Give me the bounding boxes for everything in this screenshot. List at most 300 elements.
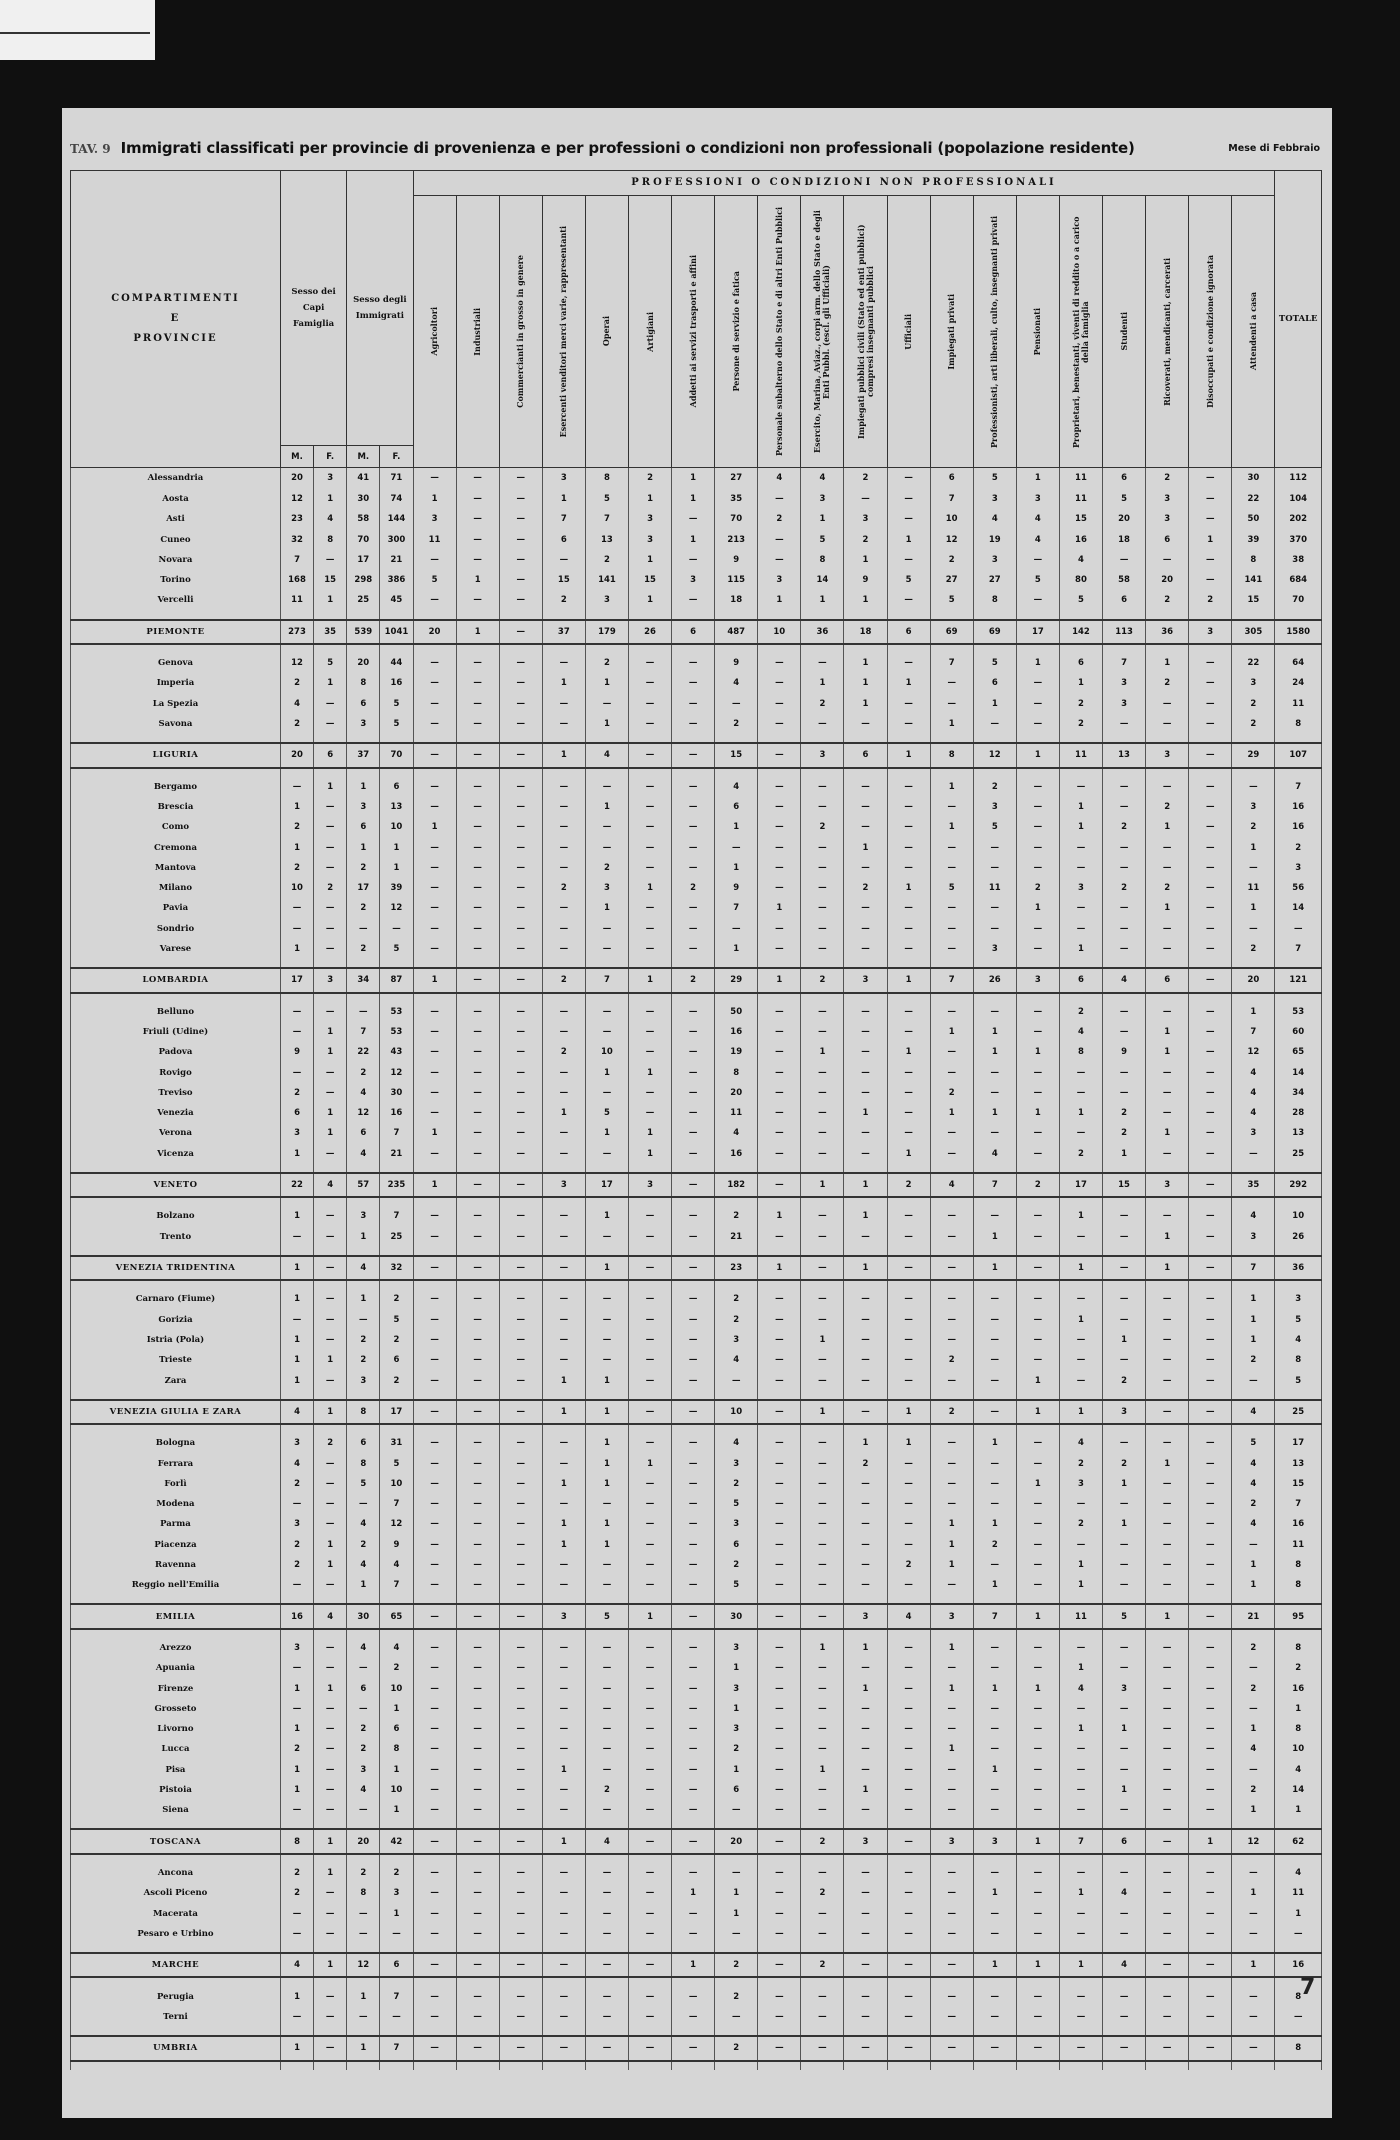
value-cell: 5: [1059, 590, 1102, 610]
spacer-cell: [801, 1977, 844, 1986]
value-cell: —: [456, 878, 499, 898]
value-cell: 2: [715, 1289, 758, 1309]
value-cell: 11: [1059, 1604, 1102, 1628]
value-cell: —: [1059, 2036, 1102, 2061]
spacer-cell: [314, 611, 347, 620]
value-cell: —: [542, 2007, 585, 2027]
value-cell: —: [628, 1739, 671, 1759]
value-cell: 1580: [1275, 620, 1322, 644]
province-name: Bologna: [71, 1433, 281, 1453]
value-cell: —: [973, 1289, 1016, 1309]
value-cell: 65: [380, 1604, 413, 1628]
value-cell: —: [1016, 837, 1059, 857]
province-row: [71, 777, 1322, 797]
value-cell: —: [628, 1719, 671, 1739]
value-cell: —: [1103, 1800, 1146, 1820]
province-name: Reggio nell'Emilia: [71, 1575, 281, 1595]
spacer-cell: [628, 644, 671, 653]
profession-heading: [930, 196, 973, 468]
value-cell: 2: [715, 1474, 758, 1494]
spacer-cell: [973, 1595, 1016, 1604]
spacer-cell: [542, 1197, 585, 1206]
value-cell: 3: [542, 1604, 585, 1628]
value-cell: 4: [1059, 1433, 1102, 1453]
value-cell: —: [672, 1433, 715, 1453]
value-cell: 1: [672, 489, 715, 509]
province-row: [71, 1433, 1322, 1453]
value-cell: 213: [715, 529, 758, 549]
value-cell: —: [844, 858, 887, 878]
value-cell: 16: [380, 673, 413, 693]
value-cell: —: [413, 1474, 456, 1494]
value-cell: —: [758, 1863, 801, 1883]
spacer-cell: [456, 1820, 499, 1829]
value-cell: —: [628, 898, 671, 918]
value-cell: —: [314, 1903, 347, 1923]
value-cell: 1: [628, 968, 671, 992]
value-cell: 1: [672, 529, 715, 549]
spacer-cell: [758, 2061, 801, 2070]
spacer-cell: [413, 1977, 456, 1986]
spacer-cell: [844, 734, 887, 743]
value-cell: —: [1016, 714, 1059, 734]
spacer-cell: [71, 993, 281, 1002]
value-cell: —: [314, 1883, 347, 1903]
value-cell: 41: [347, 468, 380, 489]
value-cell: 2: [1232, 1350, 1275, 1370]
value-cell: —: [456, 590, 499, 610]
value-cell: 3: [1232, 1227, 1275, 1247]
value-cell: —: [413, 858, 456, 878]
value-cell: 6: [672, 620, 715, 644]
value-cell: —: [413, 1433, 456, 1453]
spacer-cell: [280, 1854, 313, 1863]
profession-heading: [1232, 196, 1275, 468]
value-cell: 1: [542, 1370, 585, 1390]
value-cell: 1: [1103, 1474, 1146, 1494]
value-cell: —: [1059, 1083, 1102, 1103]
value-cell: —: [1016, 797, 1059, 817]
value-cell: 1: [973, 1575, 1016, 1595]
value-cell: 6: [1059, 968, 1102, 992]
value-cell: 27: [973, 570, 1016, 590]
value-cell: —: [801, 1719, 844, 1739]
spacer-cell: [413, 644, 456, 653]
value-cell: 8: [585, 468, 628, 489]
spacer-cell: [801, 1854, 844, 1863]
value-cell: —: [1146, 858, 1189, 878]
spacer-cell: [1189, 1247, 1232, 1256]
profession-heading: [887, 196, 930, 468]
value-cell: 7: [973, 1173, 1016, 1197]
value-cell: —: [930, 1433, 973, 1453]
value-cell: —: [1059, 1924, 1102, 1944]
value-cell: —: [1189, 1514, 1232, 1534]
value-cell: 5: [930, 590, 973, 610]
spacer-cell: [1146, 993, 1189, 1002]
value-cell: 4: [715, 1350, 758, 1370]
value-cell: —: [1189, 1699, 1232, 1719]
value-cell: 12: [1232, 1829, 1275, 1853]
value-cell: —: [1103, 714, 1146, 734]
value-cell: —: [499, 817, 542, 837]
sex-capi-heading: [280, 171, 346, 446]
value-cell: 58: [347, 509, 380, 529]
value-cell: —: [542, 1022, 585, 1042]
value-cell: 2: [380, 1289, 413, 1309]
spacer-cell: [347, 1197, 380, 1206]
value-cell: 2: [1103, 878, 1146, 898]
spacer-cell: [1146, 644, 1189, 653]
spacer-cell: [1146, 1595, 1189, 1604]
value-cell: 1: [1232, 1330, 1275, 1350]
spacer-cell: [314, 1247, 347, 1256]
value-cell: 3: [1059, 1474, 1102, 1494]
value-cell: 1: [628, 1144, 671, 1164]
value-cell: —: [758, 1514, 801, 1534]
value-cell: —: [801, 1227, 844, 1247]
value-cell: 1: [1103, 1330, 1146, 1350]
value-cell: —: [1146, 1863, 1189, 1883]
value-cell: —: [1189, 1638, 1232, 1658]
value-cell: 1: [585, 797, 628, 817]
province-name: Como: [71, 817, 281, 837]
value-cell: —: [542, 653, 585, 673]
province-name: Macerata: [71, 1903, 281, 1923]
value-cell: —: [1146, 919, 1189, 939]
value-cell: 1: [380, 837, 413, 857]
value-cell: —: [801, 1289, 844, 1309]
value-cell: —: [1016, 1924, 1059, 1944]
value-cell: 2: [380, 1330, 413, 1350]
province-name: Novara: [71, 550, 281, 570]
spacer-cell: [844, 993, 887, 1002]
value-cell: 2: [1232, 1780, 1275, 1800]
value-cell: 1: [1146, 817, 1189, 837]
spacer-cell: [758, 768, 801, 777]
value-cell: 8: [1275, 1719, 1322, 1739]
spacer-cell: [314, 1629, 347, 1638]
value-cell: —: [1146, 1800, 1189, 1820]
value-cell: 1: [347, 1289, 380, 1309]
value-cell: —: [1146, 1400, 1189, 1424]
value-cell: 57: [347, 1173, 380, 1197]
value-cell: —: [758, 878, 801, 898]
value-cell: —: [672, 1310, 715, 1330]
value-cell: —: [758, 777, 801, 797]
value-cell: 1: [280, 2036, 313, 2061]
value-cell: —: [1189, 878, 1232, 898]
value-cell: 104: [1275, 489, 1322, 509]
spacer-cell: [1275, 993, 1322, 1002]
value-cell: —: [758, 1494, 801, 1514]
value-cell: —: [1189, 1658, 1232, 1678]
value-cell: —: [1189, 1474, 1232, 1494]
value-cell: —: [499, 509, 542, 529]
value-cell: 2: [628, 468, 671, 489]
value-cell: —: [413, 1400, 456, 1424]
value-cell: —: [973, 1555, 1016, 1575]
spacer-cell: [973, 1197, 1016, 1206]
profession-heading-text: Impiegati privati: [946, 293, 957, 370]
value-cell: —: [801, 1903, 844, 1923]
value-cell: 30: [380, 1083, 413, 1103]
value-cell: —: [887, 797, 930, 817]
value-cell: —: [1016, 590, 1059, 610]
value-cell: —: [887, 1002, 930, 1022]
province-name: Bolzano: [71, 1206, 281, 1226]
value-cell: 69: [930, 620, 973, 644]
month-label: Mese di Febbraio: [1228, 142, 1320, 154]
value-cell: —: [542, 1256, 585, 1280]
value-cell: —: [1016, 673, 1059, 693]
value-cell: —: [542, 1433, 585, 1453]
value-cell: —: [758, 1986, 801, 2006]
value-cell: 3: [1232, 797, 1275, 817]
value-cell: 1: [628, 1062, 671, 1082]
spacer-cell: [347, 611, 380, 620]
value-cell: —: [628, 1780, 671, 1800]
value-cell: 107: [1275, 743, 1322, 767]
value-cell: —: [585, 1719, 628, 1739]
compartimento-total-row: [71, 1173, 1322, 1197]
value-cell: 15: [1275, 1474, 1322, 1494]
value-cell: 1: [1146, 1123, 1189, 1143]
value-cell: —: [542, 1883, 585, 1903]
spacer-cell: [844, 1977, 887, 1986]
value-cell: —: [499, 1555, 542, 1575]
spacer-cell: [672, 644, 715, 653]
spacer-cell: [542, 734, 585, 743]
province-row: [71, 1719, 1322, 1739]
value-cell: —: [973, 1494, 1016, 1514]
value-cell: 1: [1232, 1800, 1275, 1820]
value-cell: —: [413, 1350, 456, 1370]
value-cell: 7: [1275, 939, 1322, 959]
value-cell: —: [930, 939, 973, 959]
value-cell: 8: [1232, 550, 1275, 570]
value-cell: —: [499, 1310, 542, 1330]
value-cell: —: [672, 1924, 715, 1944]
spacer-cell: [380, 1977, 413, 1986]
value-cell: 6: [280, 1103, 313, 1123]
value-cell: —: [930, 1227, 973, 1247]
value-cell: —: [456, 858, 499, 878]
spacer-cell: [672, 768, 715, 777]
value-cell: —: [499, 1474, 542, 1494]
value-cell: 4: [1275, 1330, 1322, 1350]
spacer-cell: [380, 2027, 413, 2036]
value-cell: —: [801, 653, 844, 673]
value-cell: 7: [380, 1206, 413, 1226]
value-cell: —: [413, 1310, 456, 1330]
value-cell: —: [413, 2007, 456, 2027]
value-cell: —: [456, 1370, 499, 1390]
province-name: Verona: [71, 1123, 281, 1143]
value-cell: —: [413, 1256, 456, 1280]
value-cell: 1: [973, 1433, 1016, 1453]
spacer-cell: [1103, 1391, 1146, 1400]
value-cell: —: [801, 1535, 844, 1555]
value-cell: 17: [280, 968, 313, 992]
value-cell: 1: [1016, 1953, 1059, 1977]
spacer-cell: [1146, 1391, 1189, 1400]
spacer-cell: [585, 959, 628, 968]
value-cell: —: [801, 1310, 844, 1330]
province-name: Livorno: [71, 1719, 281, 1739]
province-name: Firenze: [71, 1678, 281, 1698]
value-cell: —: [499, 1739, 542, 1759]
value-cell: —: [413, 898, 456, 918]
value-cell: —: [973, 1800, 1016, 1820]
value-cell: 2: [1275, 837, 1322, 857]
spacer-cell: [887, 1595, 930, 1604]
value-cell: 20: [347, 653, 380, 673]
value-cell: —: [758, 1144, 801, 1164]
province-row: [71, 1494, 1322, 1514]
value-cell: —: [973, 1350, 1016, 1370]
value-cell: 1041: [380, 620, 413, 644]
value-cell: —: [413, 1638, 456, 1658]
total-heading-text: TOTALE: [1278, 314, 1318, 324]
value-cell: —: [413, 1227, 456, 1247]
value-cell: —: [715, 1924, 758, 1944]
value-cell: —: [973, 1903, 1016, 1923]
spacer-cell: [71, 734, 281, 743]
value-cell: 4: [347, 1780, 380, 1800]
spacer-cell: [1189, 1944, 1232, 1953]
spacer-cell: [280, 1820, 313, 1829]
value-cell: —: [672, 1370, 715, 1390]
value-cell: 17: [1016, 620, 1059, 644]
value-cell: 2: [280, 1883, 313, 1903]
value-cell: —: [758, 1330, 801, 1350]
value-cell: 2: [280, 858, 313, 878]
value-cell: 29: [715, 968, 758, 992]
value-cell: —: [1103, 1494, 1146, 1514]
statistics-table: [70, 170, 1322, 2070]
value-cell: 4: [347, 1083, 380, 1103]
spacer-cell: [1232, 1944, 1275, 1953]
value-cell: —: [413, 1883, 456, 1903]
value-cell: —: [499, 1123, 542, 1143]
value-cell: —: [930, 1986, 973, 2006]
profession-heading-text: Esercito, Marina, Aviaz., corpi arm. dello Stato e degli Enti Pubbl. (escl. gli Ufficiali): [812, 210, 832, 453]
value-cell: 6: [347, 1123, 380, 1143]
value-cell: 6: [715, 1535, 758, 1555]
spacer-row: [71, 2061, 1322, 2070]
value-cell: —: [1232, 1760, 1275, 1780]
spacer-cell: [314, 993, 347, 1002]
value-cell: 1: [628, 1453, 671, 1473]
value-cell: 4: [1232, 1453, 1275, 1473]
value-cell: —: [542, 1494, 585, 1514]
province-name: Ravenna: [71, 1555, 281, 1575]
value-cell: —: [758, 1883, 801, 1903]
value-cell: —: [1016, 1903, 1059, 1923]
value-cell: —: [456, 1535, 499, 1555]
value-cell: —: [1189, 1144, 1232, 1164]
spacer-cell: [930, 1595, 973, 1604]
value-cell: —: [456, 653, 499, 673]
spacer-cell: [456, 611, 499, 620]
value-cell: —: [930, 1953, 973, 1977]
value-cell: —: [542, 1739, 585, 1759]
value-cell: 27: [930, 570, 973, 590]
value-cell: —: [672, 1227, 715, 1247]
spacer-cell: [1059, 1424, 1102, 1433]
spacer-cell: [887, 1944, 930, 1953]
value-cell: 4: [1232, 1083, 1275, 1103]
spacer-cell: [1232, 1820, 1275, 1829]
value-cell: —: [1189, 714, 1232, 734]
spacer-cell: [71, 2027, 281, 2036]
spacer-row: [71, 644, 1322, 653]
spacer-cell: [628, 1164, 671, 1173]
spacer-cell: [1232, 993, 1275, 1002]
value-cell: —: [1059, 1780, 1102, 1800]
spacer-cell: [715, 768, 758, 777]
spacer-cell: [499, 1854, 542, 1863]
spacer-cell: [672, 1977, 715, 1986]
value-cell: 3: [801, 743, 844, 767]
value-cell: —: [314, 1575, 347, 1595]
value-cell: —: [413, 590, 456, 610]
value-cell: —: [672, 1453, 715, 1473]
spacer-cell: [930, 611, 973, 620]
value-cell: —: [280, 1002, 313, 1022]
spacer-cell: [1059, 734, 1102, 743]
value-cell: 1: [887, 1433, 930, 1453]
value-cell: —: [1146, 1924, 1189, 1944]
value-cell: 1: [314, 1829, 347, 1853]
spacer-cell: [499, 2027, 542, 2036]
spacer-cell: [1103, 1280, 1146, 1289]
value-cell: 4: [930, 1173, 973, 1197]
spacer-cell: [801, 2027, 844, 2036]
value-cell: —: [672, 1829, 715, 1853]
value-cell: —: [1189, 1760, 1232, 1780]
province-name: Mantova: [71, 858, 281, 878]
spacer-cell: [628, 1820, 671, 1829]
value-cell: 1: [314, 1678, 347, 1698]
value-cell: —: [542, 1227, 585, 1247]
value-cell: —: [499, 898, 542, 918]
value-cell: —: [1146, 1575, 1189, 1595]
value-cell: —: [887, 1474, 930, 1494]
spacer-cell: [499, 993, 542, 1002]
value-cell: —: [1016, 1555, 1059, 1575]
value-cell: —: [887, 694, 930, 714]
value-cell: —: [628, 1474, 671, 1494]
spacer-cell: [1059, 1944, 1102, 1953]
value-cell: 1: [801, 1760, 844, 1780]
title-bar: [70, 130, 1320, 166]
spacer-cell: [758, 2027, 801, 2036]
value-cell: —: [672, 653, 715, 673]
value-cell: —: [672, 1780, 715, 1800]
spacer-cell: [314, 1595, 347, 1604]
value-cell: 22: [280, 1173, 313, 1197]
value-cell: —: [542, 858, 585, 878]
value-cell: —: [801, 2036, 844, 2061]
value-cell: 1: [887, 1042, 930, 1062]
spacer-cell: [672, 1854, 715, 1863]
value-cell: 1: [280, 1330, 313, 1350]
value-cell: 71: [380, 468, 413, 489]
value-cell: 1: [1103, 1719, 1146, 1739]
value-cell: —: [314, 1780, 347, 1800]
